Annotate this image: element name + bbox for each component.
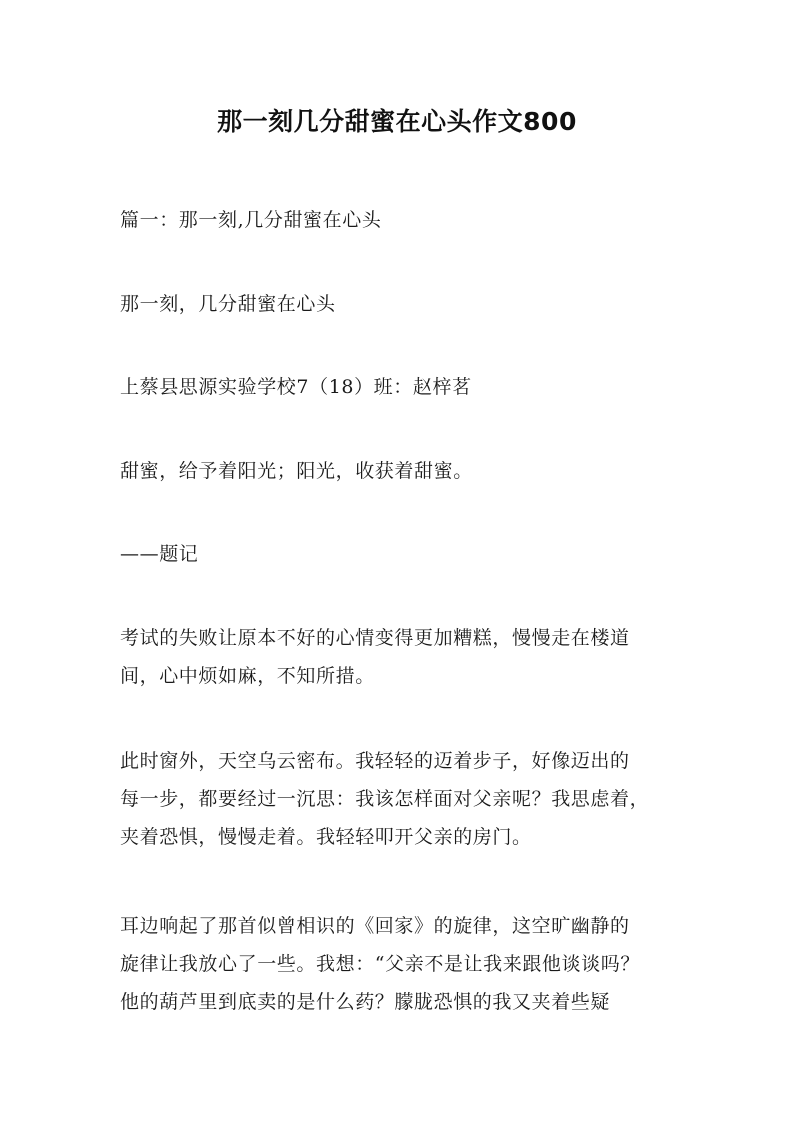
text-line: 间，心中烦如麻，不知所措。 — [120, 665, 375, 687]
paragraph-epigraph-attribution — [120, 535, 680, 573]
text-line: ——题记 — [120, 543, 199, 565]
text-line: 上蔡县思源实验学校7（18）班：赵梓茗 — [120, 376, 472, 398]
text-line: 夹着恐惧，慢慢走着。我轻轻叩开父亲的房门。 — [120, 826, 532, 848]
paragraph-essay-title — [120, 285, 680, 323]
paragraph-author-line — [120, 368, 680, 406]
paragraph-body-3 — [120, 907, 680, 1021]
text-line: 耳边响起了那首似曾相识的《回家》的旋律，这空旷幽静的 — [120, 915, 630, 937]
text-line: 那一刻，几分甜蜜在心头 — [120, 293, 336, 315]
text-line: 甜蜜，给予着阳光；阳光，收获着甜蜜。 — [120, 460, 473, 482]
document-title: 那一刻几分甜蜜在心头作文800 — [217, 107, 577, 136]
paragraph-epigraph — [120, 452, 680, 490]
text-line: 此时窗外，天空乌云密布。我轻轻的迈着步子，好像迈出的 — [120, 750, 630, 772]
text-line: 篇一：那一刻,几分甜蜜在心头 — [120, 209, 382, 231]
text-line: 每一步，都要经过一沉思：我该怎样面对父亲呢？我思虑着， — [120, 788, 650, 810]
text-line: 考试的失败让原本不好的心情变得更加糟糕，慢慢走在楼道 — [120, 627, 630, 649]
paragraph-body-2 — [120, 742, 680, 856]
text-line: 他的葫芦里到底卖的是什么药？朦胧恐惧的我又夹着些疑 — [120, 991, 611, 1013]
text-line: 旋律让我放心了一些。我想：“父亲不是让我来跟他谈谈吗？ — [120, 953, 640, 975]
paragraph-body-1 — [120, 619, 680, 695]
paragraph-heading-part-one — [120, 201, 680, 239]
